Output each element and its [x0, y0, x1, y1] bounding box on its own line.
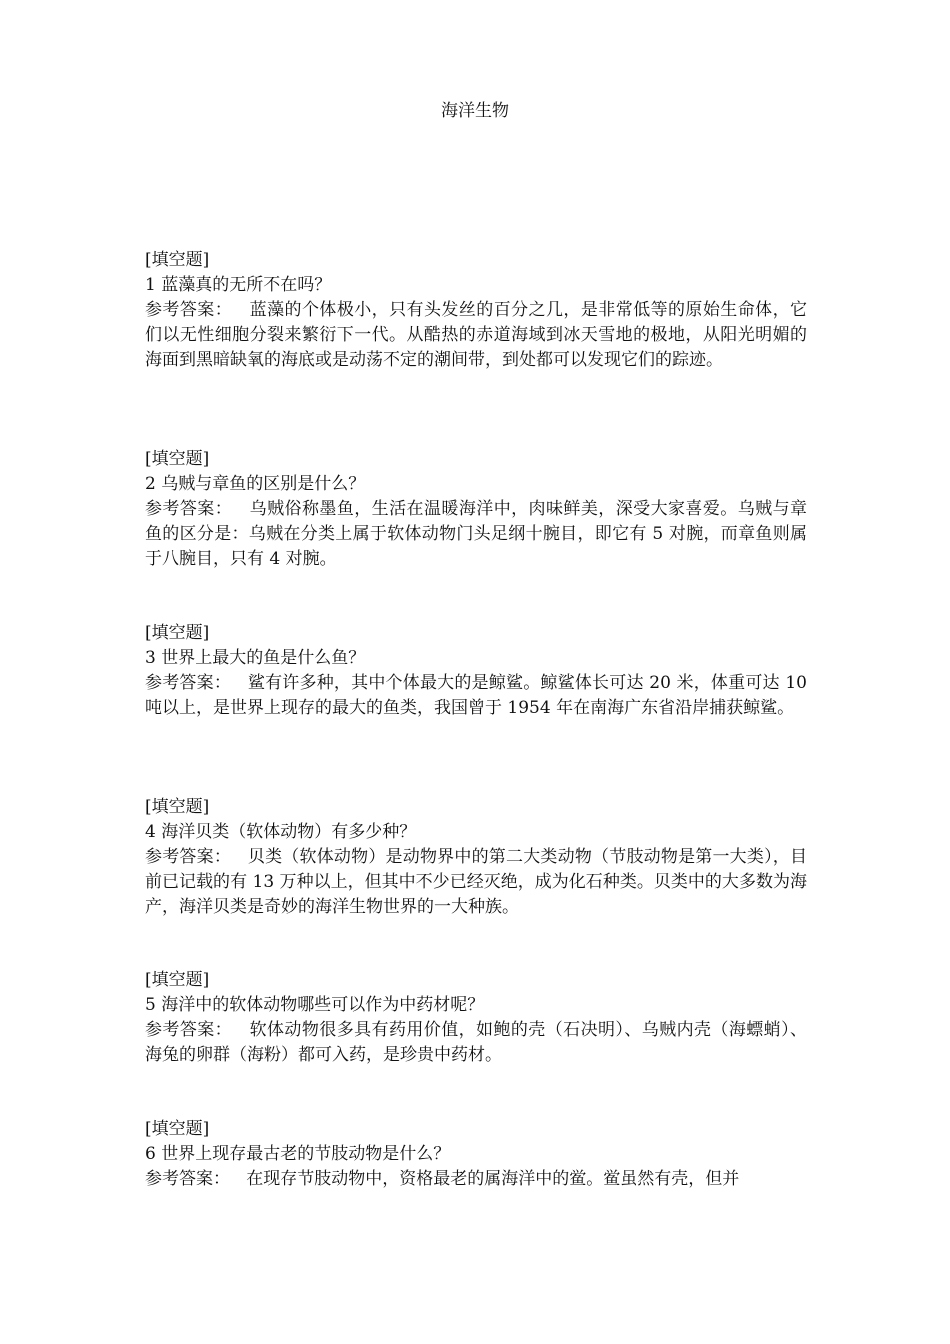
question-text: 5 海洋中的软体动物哪些可以作为中药材呢？: [145, 995, 485, 1015]
answer-paragraph: [145, 298, 807, 373]
question-text: 6 世界上现存最古老的节肢动物是什么？: [145, 1144, 451, 1164]
answer-text: 软体动物很多具有药用价值，如鲍的壳（石决明）、乌贼内壳（海螵蛸）、海兔的卵群（海粉）都可入药，是珍贵中药材。: [145, 1020, 808, 1065]
answer-paragraph: [145, 1018, 807, 1068]
page-title: 海洋生物: [441, 101, 509, 121]
question-type: [填空题]: [145, 1119, 210, 1139]
question-type: [填空题]: [145, 797, 210, 817]
answer-text: 鲨有许多种，其中个体最大的是鲸鲨。鲸鲨体长可达 20 米，体重可达 10 吨以上，是世界上现存的最大的鱼类，我国曾于 1954 年在南海广东省沿岸捕获鲸鲨。: [145, 673, 808, 718]
qa-item-5: [145, 968, 807, 1068]
answer-text: 蓝藻的个体极小，只有头发丝的百分之几，是非常低等的原始生命体，它们以无性细胞分裂来繁衍下一代。从酷热的赤道海域到冰天雪地的极地，从阳光明媚的海面到黑暗缺氧的海底或是动荡不定的潮间带，到处都可以发现它们的踪迹。: [145, 300, 808, 370]
answer-text: 贝类（软体动物）是动物界中的第二大类动物（节肢动物是第一大类），目前已记载的有 13 万种以上，但其中不少已经灭绝，成为化石种类。贝类中的大多数为海产，海洋贝类是奇妙的海洋生物世界的一大种族。: [145, 847, 808, 917]
question-type: [填空题]: [145, 970, 210, 990]
qa-item-2: [145, 447, 807, 572]
question-text: 1 蓝藻真的无所不在吗？: [145, 275, 332, 295]
qa-item-6: [145, 1117, 807, 1192]
qa-item-4: [145, 795, 807, 920]
question-type: [填空题]: [145, 250, 210, 270]
question-type: [填空题]: [145, 449, 210, 469]
answer-label: 参考答案：: [145, 1020, 233, 1040]
question-type: [填空题]: [145, 623, 210, 643]
question-text: 3 世界上最大的鱼是什么鱼？: [145, 648, 366, 668]
question-text: 2 乌贼与章鱼的区别是什么？: [145, 474, 366, 494]
answer-label: 参考答案：: [145, 847, 232, 867]
answer-label: 参考答案：: [145, 300, 233, 320]
answer-paragraph: [145, 1167, 807, 1192]
answer-label: 参考答案：: [145, 1169, 230, 1189]
answer-text: 乌贼俗称墨鱼，生活在温暖海洋中，肉味鲜美，深受大家喜爱。乌贼与章鱼的区分是：乌贼在分类上属于软体动物门头足纲十腕目，即它有 5 对腕，而章鱼则属于八腕目，只有 4 对腕。: [145, 499, 808, 569]
question-text: 4 海洋贝类（软体动物）有多少种？: [145, 822, 417, 842]
answer-label: 参考答案：: [145, 499, 233, 519]
answer-paragraph: [145, 497, 807, 572]
answer-paragraph: [145, 671, 807, 721]
qa-item-1: [145, 248, 807, 373]
qa-item-3: [145, 621, 807, 721]
answer-label: 参考答案：: [145, 673, 232, 693]
answer-paragraph: [145, 845, 807, 920]
answer-text: 在现存节肢动物中，资格最老的属海洋中的鲎。鲎虽然有壳，但并: [246, 1169, 740, 1189]
